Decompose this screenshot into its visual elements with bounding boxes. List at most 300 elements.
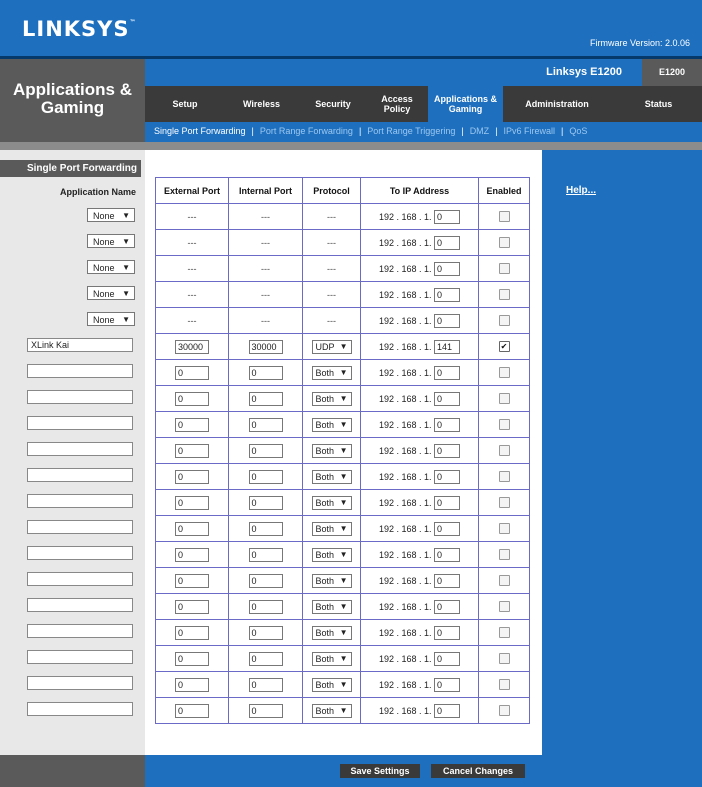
internal-port-input[interactable]: 0 [249, 574, 283, 588]
enabled-checkbox[interactable] [499, 601, 510, 612]
application-name-cell [0, 436, 145, 462]
protocol-select[interactable] [312, 470, 352, 484]
ip-last-octet-input[interactable]: 0 [434, 366, 460, 380]
enabled-checkbox[interactable] [499, 419, 510, 430]
enabled-cell [479, 282, 530, 308]
external-port-input[interactable]: 0 [175, 496, 209, 510]
ip-address-cell [361, 542, 479, 568]
protocol-select[interactable] [312, 522, 352, 536]
application-name-input[interactable] [27, 494, 133, 508]
application-select[interactable] [87, 208, 135, 222]
enabled-cell [479, 490, 530, 516]
col-header-internal-port: Internal Port [229, 178, 303, 204]
external-port-cell [156, 230, 229, 256]
footer-left [0, 755, 145, 787]
application-select-value: None [93, 237, 115, 247]
model-badge: E1200 [642, 59, 702, 86]
dropdown-arrow-icon: ▼ [339, 497, 348, 507]
protocol-cell [303, 412, 361, 438]
application-name-cell [0, 644, 145, 670]
ip-prefix: 192 . 168 . 1. [378, 367, 432, 378]
internal-port-input[interactable]: 0 [249, 626, 283, 640]
external-port-cell [156, 516, 229, 542]
enabled-checkbox[interactable] [499, 315, 510, 326]
model-name: Linksys E1200 [546, 66, 622, 78]
ip-last-octet-input[interactable]: 0 [434, 262, 460, 276]
internal-port-value: --- [261, 315, 270, 326]
internal-port-cell [229, 334, 303, 360]
application-name-input[interactable] [27, 624, 133, 638]
external-port-input[interactable]: 0 [175, 704, 209, 718]
application-name-cell [0, 514, 145, 540]
protocol-cell [303, 230, 361, 256]
tab-wireless[interactable]: Wireless [243, 99, 280, 109]
help-link[interactable]: Help... [566, 185, 597, 196]
ip-last-octet-input[interactable]: 0 [434, 678, 460, 692]
ip-last-octet-input[interactable]: 0 [434, 444, 460, 458]
internal-port-cell [229, 672, 303, 698]
subtab-port-range-triggering[interactable]: Port Range Triggering [367, 126, 456, 136]
external-port-input[interactable]: 0 [175, 522, 209, 536]
protocol-value: --- [327, 289, 336, 300]
dropdown-arrow-icon: ▼ [339, 367, 348, 377]
table-row [156, 256, 530, 282]
ip-address-cell [361, 282, 479, 308]
subtab-single-port-forwarding[interactable]: Single Port Forwarding [154, 126, 246, 136]
enabled-checkbox[interactable] [499, 445, 510, 456]
enabled-checkbox[interactable] [499, 393, 510, 404]
protocol-select[interactable] [312, 392, 352, 406]
section-title-panel [0, 59, 145, 142]
ip-prefix: 192 . 168 . 1. [378, 705, 432, 716]
ip-last-octet-input[interactable]: 141 [434, 340, 460, 354]
ip-last-octet-input[interactable]: 0 [434, 288, 460, 302]
table-row [156, 672, 530, 698]
cancel-changes-button[interactable]: Cancel Changes [431, 764, 525, 778]
internal-port-cell [229, 516, 303, 542]
protocol-value: --- [327, 211, 336, 222]
dropdown-arrow-icon: ▼ [122, 315, 130, 324]
dropdown-arrow-icon: ▼ [339, 419, 348, 429]
protocol-cell [303, 594, 361, 620]
protocol-select-value: Both [315, 471, 335, 482]
protocol-select[interactable] [312, 626, 352, 640]
subtab-ipv6-firewall[interactable]: IPv6 Firewall [503, 126, 556, 136]
ip-prefix: 192 . 168 . 1. [378, 211, 432, 222]
external-port-value: --- [187, 211, 197, 222]
enabled-cell [479, 334, 530, 360]
enabled-checkbox[interactable] [499, 679, 510, 690]
internal-port-cell [229, 360, 303, 386]
external-port-input[interactable]: 0 [175, 470, 209, 484]
protocol-cell [303, 568, 361, 594]
enabled-checkbox[interactable] [499, 653, 510, 664]
internal-port-cell [229, 620, 303, 646]
table-row [156, 594, 530, 620]
help-column [542, 150, 702, 755]
internal-port-input[interactable]: 30000 [249, 340, 283, 354]
internal-port-cell [229, 386, 303, 412]
ip-address-cell [361, 672, 479, 698]
table-row [156, 646, 530, 672]
protocol-cell [303, 516, 361, 542]
dropdown-arrow-icon: ▼ [122, 237, 130, 246]
external-port-cell [156, 438, 229, 464]
ip-last-octet-input[interactable]: 0 [434, 236, 460, 250]
enabled-checkbox[interactable] [499, 367, 510, 378]
ip-address-cell [361, 438, 479, 464]
subtab-dmz[interactable]: DMZ [469, 126, 490, 136]
enabled-cell [479, 438, 530, 464]
table-row [156, 334, 530, 360]
protocol-cell [303, 204, 361, 230]
protocol-select[interactable] [312, 418, 352, 432]
table-row [156, 464, 530, 490]
application-name-input[interactable] [27, 650, 133, 664]
enabled-checkbox[interactable] [499, 523, 510, 534]
enabled-cell [479, 204, 530, 230]
application-select-value: None [93, 211, 115, 221]
application-name-cell [0, 696, 145, 722]
internal-port-input[interactable]: 0 [249, 600, 283, 614]
enabled-checkbox[interactable] [499, 289, 510, 300]
main-content [145, 150, 542, 755]
application-name-input[interactable] [27, 442, 133, 456]
ip-address-cell [361, 308, 479, 334]
protocol-select-value: Both [315, 679, 335, 690]
application-select[interactable] [87, 234, 135, 248]
internal-port-cell [229, 646, 303, 672]
enabled-cell [479, 568, 530, 594]
subtab-separator: | [251, 126, 254, 136]
ip-last-octet-input[interactable]: 0 [434, 470, 460, 484]
application-name-cell [0, 332, 145, 358]
ip-prefix: 192 . 168 . 1. [378, 653, 432, 664]
external-port-cell [156, 256, 229, 282]
ip-last-octet-input[interactable]: 0 [434, 392, 460, 406]
application-select[interactable] [87, 312, 135, 326]
col-header-protocol: Protocol [303, 178, 361, 204]
ip-last-octet-input[interactable]: 0 [434, 210, 460, 224]
internal-port-cell [229, 282, 303, 308]
protocol-cell [303, 646, 361, 672]
dropdown-arrow-icon: ▼ [339, 445, 348, 455]
table-row [156, 204, 530, 230]
ip-last-octet-input[interactable]: 0 [434, 600, 460, 614]
subtabs [154, 126, 587, 136]
application-name-input[interactable] [27, 546, 133, 560]
internal-port-cell [229, 256, 303, 282]
protocol-cell [303, 620, 361, 646]
enabled-cell [479, 360, 530, 386]
application-name-input[interactable] [27, 416, 133, 430]
protocol-select-value: Both [315, 575, 335, 586]
internal-port-cell [229, 568, 303, 594]
ip-last-octet-input[interactable]: 0 [434, 704, 460, 718]
linksys-logo: LINKSYS™ [22, 17, 137, 41]
external-port-cell [156, 386, 229, 412]
application-select[interactable] [87, 286, 135, 300]
protocol-select[interactable] [312, 678, 352, 692]
dropdown-arrow-icon: ▼ [339, 575, 348, 585]
ip-prefix: 192 . 168 . 1. [378, 237, 432, 248]
dropdown-arrow-icon: ▼ [339, 523, 348, 533]
enabled-checkbox[interactable] [499, 471, 510, 482]
application-name-input[interactable] [27, 676, 133, 690]
protocol-select[interactable] [312, 704, 352, 718]
external-port-cell [156, 698, 229, 724]
subtab-separator: | [561, 126, 564, 136]
application-name-input[interactable] [27, 364, 133, 378]
ip-address-cell [361, 594, 479, 620]
external-port-value: --- [187, 263, 197, 274]
external-port-cell [156, 672, 229, 698]
enabled-checkbox[interactable] [499, 237, 510, 248]
tab-access-policy[interactable]: Access Policy [381, 94, 413, 114]
external-port-input[interactable]: 30000 [175, 340, 209, 354]
enabled-cell [479, 620, 530, 646]
internal-port-value: --- [261, 237, 270, 248]
internal-port-cell [229, 464, 303, 490]
enabled-checkbox[interactable]: ✔ [499, 341, 510, 352]
external-port-input[interactable]: 0 [175, 652, 209, 666]
internal-port-input[interactable]: 0 [249, 418, 283, 432]
tab-security[interactable]: Security [315, 99, 351, 109]
dropdown-arrow-icon: ▼ [339, 471, 348, 481]
protocol-select-value: Both [315, 627, 335, 638]
ip-address-cell [361, 230, 479, 256]
ip-address-cell [361, 490, 479, 516]
internal-port-input[interactable]: 0 [249, 366, 283, 380]
application-select[interactable] [87, 260, 135, 274]
application-select-value: None [93, 263, 115, 273]
ip-prefix: 192 . 168 . 1. [378, 471, 432, 482]
external-port-cell [156, 542, 229, 568]
dropdown-arrow-icon: ▼ [339, 627, 348, 637]
col-header-ip-address: To IP Address [361, 178, 479, 204]
table-row [156, 230, 530, 256]
enabled-cell [479, 594, 530, 620]
protocol-select-value: Both [315, 367, 335, 378]
protocol-select[interactable] [312, 340, 352, 354]
navigation-area [145, 59, 702, 142]
protocol-select[interactable] [312, 600, 352, 614]
protocol-select[interactable] [312, 574, 352, 588]
protocol-cell [303, 698, 361, 724]
table-row [156, 620, 530, 646]
table-row [156, 438, 530, 464]
internal-port-value: --- [261, 289, 270, 300]
tab-applications-gaming[interactable]: Applications & Gaming [428, 86, 503, 122]
ip-last-octet-input[interactable]: 0 [434, 418, 460, 432]
protocol-select-value: Both [315, 523, 335, 534]
enabled-cell [479, 516, 530, 542]
table-row [156, 412, 530, 438]
tab-status[interactable]: Status [644, 99, 673, 109]
enabled-checkbox[interactable] [499, 211, 510, 222]
subtab-separator: | [461, 126, 464, 136]
application-name-input[interactable]: XLink Kai [27, 338, 133, 352]
ip-last-octet-input[interactable]: 0 [434, 522, 460, 536]
external-port-cell [156, 490, 229, 516]
dropdown-arrow-icon: ▼ [339, 393, 348, 403]
ip-last-octet-input[interactable]: 0 [434, 496, 460, 510]
external-port-cell [156, 646, 229, 672]
protocol-select[interactable] [312, 444, 352, 458]
subtab-port-range-forwarding[interactable]: Port Range Forwarding [259, 126, 353, 136]
external-port-input[interactable]: 0 [175, 392, 209, 406]
external-port-cell [156, 594, 229, 620]
table-row [156, 698, 530, 724]
protocol-select-value: Both [315, 393, 335, 404]
external-port-value: --- [187, 315, 197, 326]
enabled-checkbox[interactable] [499, 575, 510, 586]
ip-last-octet-input[interactable]: 0 [434, 548, 460, 562]
dropdown-arrow-icon: ▼ [339, 341, 348, 351]
internal-port-input[interactable]: 0 [249, 444, 283, 458]
application-name-input[interactable] [27, 468, 133, 482]
table-row [156, 360, 530, 386]
protocol-cell [303, 308, 361, 334]
application-name-cell [0, 462, 145, 488]
left-section-header: Single Port Forwarding [0, 160, 141, 177]
internal-port-value: --- [261, 263, 270, 274]
internal-port-input[interactable]: 0 [249, 678, 283, 692]
application-name-cell [0, 358, 145, 384]
ip-prefix: 192 . 168 . 1. [378, 601, 432, 612]
protocol-select-value: Both [315, 601, 335, 612]
save-settings-button[interactable]: Save Settings [340, 764, 420, 778]
application-name-cell [0, 254, 145, 280]
internal-port-input[interactable]: 0 [249, 392, 283, 406]
protocol-select[interactable] [312, 366, 352, 380]
external-port-value: --- [187, 237, 197, 248]
dropdown-arrow-icon: ▼ [339, 679, 348, 689]
ip-prefix: 192 . 168 . 1. [378, 393, 432, 404]
protocol-cell [303, 360, 361, 386]
table-row [156, 308, 530, 334]
application-name-input[interactable] [27, 390, 133, 404]
enabled-checkbox[interactable] [499, 263, 510, 274]
internal-port-input[interactable]: 0 [249, 496, 283, 510]
internal-port-value: --- [261, 211, 270, 222]
application-name-cell [0, 306, 145, 332]
internal-port-cell [229, 438, 303, 464]
protocol-select-value: Both [315, 419, 335, 430]
external-port-input[interactable]: 0 [175, 626, 209, 640]
protocol-value: --- [327, 263, 336, 274]
ip-address-cell [361, 646, 479, 672]
subtabs-row [145, 122, 702, 142]
subtab-separator: | [358, 126, 362, 136]
internal-port-input[interactable]: 0 [249, 704, 283, 718]
ip-address-cell [361, 386, 479, 412]
application-name-cell [0, 488, 145, 514]
ip-prefix: 192 . 168 . 1. [378, 549, 432, 560]
application-name-cell [0, 566, 145, 592]
application-name-cell [0, 280, 145, 306]
enabled-cell [479, 646, 530, 672]
protocol-cell [303, 672, 361, 698]
protocol-select[interactable] [312, 652, 352, 666]
internal-port-input[interactable]: 0 [249, 652, 283, 666]
ip-last-octet-input[interactable]: 0 [434, 574, 460, 588]
enabled-checkbox[interactable] [499, 627, 510, 638]
enabled-cell [479, 412, 530, 438]
internal-port-cell [229, 542, 303, 568]
ip-prefix: 192 . 168 . 1. [378, 679, 432, 690]
table-row [156, 568, 530, 594]
ip-last-octet-input[interactable]: 0 [434, 626, 460, 640]
protocol-select[interactable] [312, 548, 352, 562]
protocol-select[interactable] [312, 496, 352, 510]
internal-port-cell [229, 698, 303, 724]
ip-last-octet-input[interactable]: 0 [434, 652, 460, 666]
application-name-cell [0, 670, 145, 696]
ip-last-octet-input[interactable]: 0 [434, 314, 460, 328]
enabled-cell [479, 386, 530, 412]
application-name-cell [0, 618, 145, 644]
enabled-checkbox[interactable] [499, 497, 510, 508]
application-name-input[interactable] [27, 598, 133, 612]
external-port-input[interactable]: 0 [175, 418, 209, 432]
tab-setup[interactable]: Setup [172, 99, 198, 109]
enabled-cell [479, 308, 530, 334]
external-port-input[interactable]: 0 [175, 548, 209, 562]
protocol-select-value: Both [315, 549, 335, 560]
protocol-value: --- [327, 315, 336, 326]
subtab-qos[interactable]: QoS [569, 126, 588, 136]
internal-port-cell [229, 308, 303, 334]
ip-prefix: 192 . 168 . 1. [378, 341, 432, 352]
external-port-input[interactable]: 0 [175, 600, 209, 614]
external-port-input[interactable]: 0 [175, 574, 209, 588]
protocol-select-value: Both [315, 497, 335, 508]
protocol-cell [303, 282, 361, 308]
application-name-input[interactable] [27, 702, 133, 716]
internal-port-input[interactable]: 0 [249, 522, 283, 536]
ip-address-cell [361, 412, 479, 438]
external-port-input[interactable]: 0 [175, 678, 209, 692]
application-name-input[interactable] [27, 520, 133, 534]
ip-prefix: 192 . 168 . 1. [378, 523, 432, 534]
dropdown-arrow-icon: ▼ [122, 263, 130, 272]
table-row [156, 490, 530, 516]
ip-address-cell [361, 620, 479, 646]
external-port-cell [156, 282, 229, 308]
protocol-cell [303, 438, 361, 464]
application-name-cell [0, 410, 145, 436]
external-port-input[interactable]: 0 [175, 366, 209, 380]
protocol-select-value: UDP [315, 341, 335, 352]
enabled-checkbox[interactable] [499, 705, 510, 716]
ip-address-cell [361, 360, 479, 386]
external-port-input[interactable]: 0 [175, 444, 209, 458]
application-name-input[interactable] [27, 572, 133, 586]
table-row [156, 386, 530, 412]
internal-port-input[interactable]: 0 [249, 548, 283, 562]
dropdown-arrow-icon: ▼ [339, 549, 348, 559]
enabled-checkbox[interactable] [499, 549, 510, 560]
application-name-label: Application Name [59, 187, 136, 197]
enabled-cell [479, 672, 530, 698]
ip-prefix: 192 . 168 . 1. [378, 575, 432, 586]
ip-prefix: 192 . 168 . 1. [378, 419, 432, 430]
external-port-cell [156, 360, 229, 386]
internal-port-input[interactable]: 0 [249, 470, 283, 484]
tab-administration[interactable]: Administration [525, 99, 589, 109]
ip-prefix: 192 . 168 . 1. [378, 497, 432, 508]
